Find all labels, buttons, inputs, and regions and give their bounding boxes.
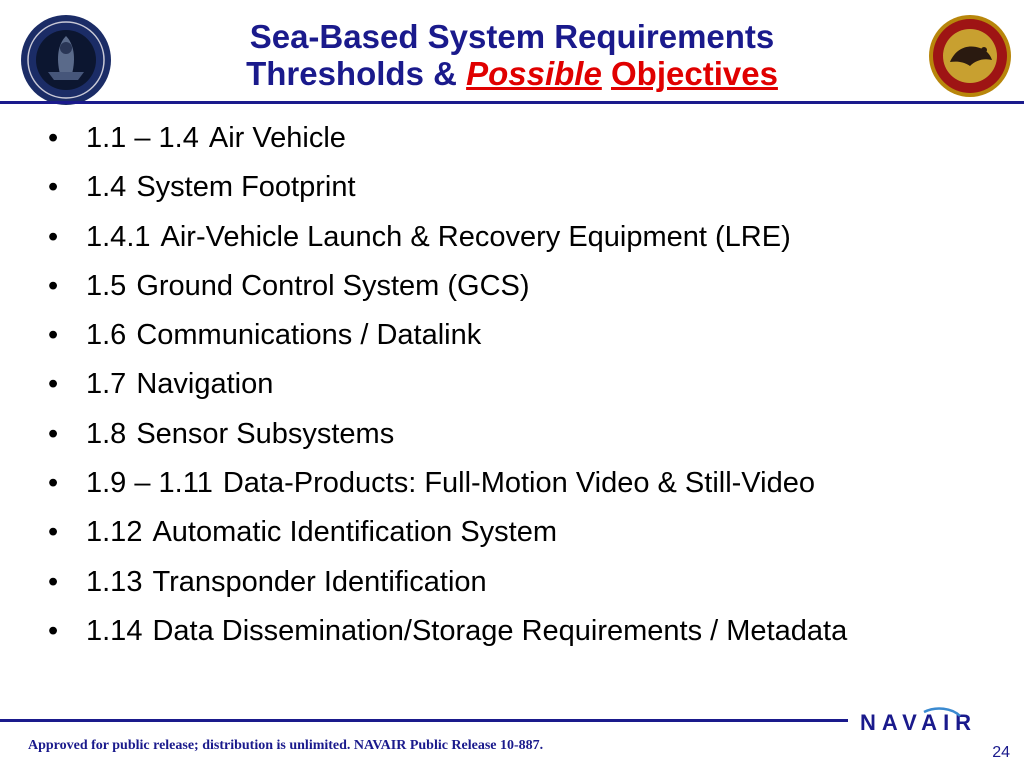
bullet-number: 1.6 [86,319,127,352]
title-line-1: Sea-Based System Requirements [249,18,775,55]
title-objectives: Objectives [611,55,778,92]
bullet-number: 1.7 [86,368,127,401]
bullet-item [48,459,1008,508]
bullet-number: 1.5 [86,269,127,302]
bullet-number: 1.4.1 [86,220,151,253]
program-executive-office-seal-icon [20,14,112,106]
bullet-item [48,508,1008,557]
bullet-item [48,558,1008,607]
bullet-item [48,410,1008,459]
bullet-number: 1.14 [86,614,143,647]
bullet-text: Automatic Identification System [152,516,558,549]
bullet-item [48,114,1008,163]
title-line-2-prefix: Thresholds & [246,55,457,92]
bullet-number: 1.12 [86,516,143,549]
bullet-item [48,360,1008,409]
footer-rule [0,719,848,722]
bullet-number: 1.4 [86,171,127,204]
bullet-item [48,262,1008,311]
navair-logo [856,704,1016,738]
bullet-text: Communications / Datalink [136,319,482,352]
header-rule [0,101,1024,104]
title-emphasis-possible: Possible [466,55,602,92]
usmc-uav-squadron-seal-icon [928,14,1012,98]
bullet-text: Sensor Subsystems [136,417,395,450]
release-statement: Approved for public release; distribution is unlimited. NAVAIR Public Release 10-887. [28,738,544,753]
navair-logo-text: NAVAIR [860,710,978,735]
bullet-text: System Footprint [136,171,356,204]
bullet-number: 1.1 – 1.4 [86,122,199,154]
bullet-text: Air Vehicle [208,122,346,154]
bullet-text: Ground Control System (GCS) [136,269,530,302]
slide-title [130,18,894,92]
page-number: 24 [992,744,1010,761]
bullet-text: Data-Products: Full-Motion Video & Still-Video [222,467,815,500]
title-line-2 [130,55,894,92]
bullet-item [48,163,1008,212]
bullet-text: Air-Vehicle Launch & Recovery Equipment (LRE) [160,220,791,253]
bullet-item [48,311,1008,360]
bullet-list [48,114,1008,656]
bullet-item [48,607,1008,656]
bullet-number: 1.8 [86,417,127,450]
bullet-text: Transponder Identification [152,565,487,598]
bullet-number: 1.9 – 1.11 [86,467,213,500]
bullet-item [48,213,1008,262]
bullet-text: Data Dissemination/Storage Requirements / Metadata [152,614,848,647]
bullet-number: 1.13 [86,565,143,598]
bullet-text: Navigation [136,368,274,401]
